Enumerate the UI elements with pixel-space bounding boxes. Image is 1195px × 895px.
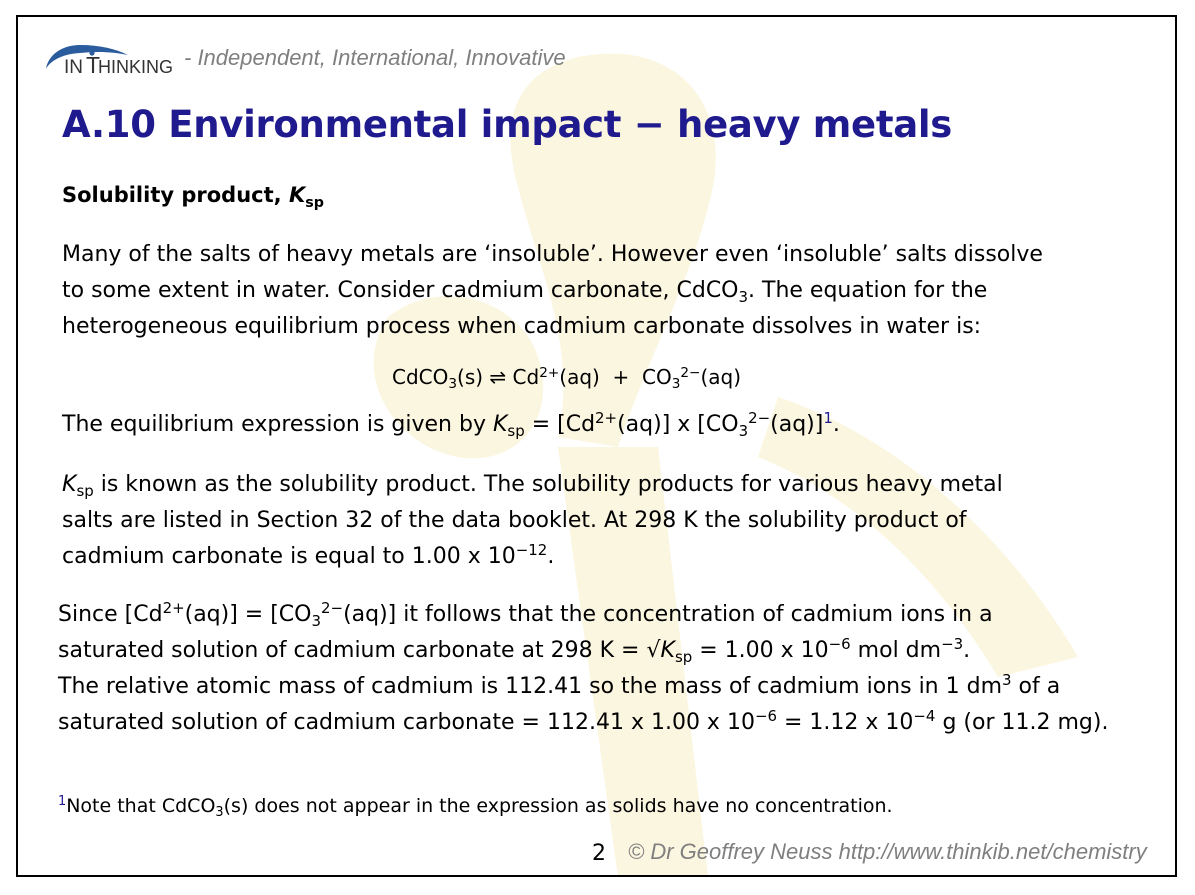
page-number: 2 (592, 841, 606, 866)
slide (16, 15, 1177, 877)
section-subheading: Solubility product, $K_{sp}$ (62, 183, 324, 211)
page-title: A.10 Environmental impact − heavy metals (62, 103, 952, 146)
ksp-paragraph: $K_{sp}$ is known as the solubility product. The solubility products for various heavy metal salts are listed in Section 32 of the data booklet. At 298 K the solubility product of cadmium carbonate is equal to 1.00 x $10^{-12}$. (62, 472, 1003, 569)
calculation-paragraph: Since $[Cd^{2+}(aq)] = [CO_3^{2-}(aq)]$ it follows that the concentration of cadmium ions in a saturated solution of cadmium carbonate at 298 $K = √K_{sp} = 1.00$ x $10^{-6}$ mol $dm^{-3}$. The relative atomic mass of cadmium is 112.41 so the mass of cadmium ions in 1 $dm^3$ of a saturated solution of cadmium carbonate = 112.41 x 1.00 x $10^{-6} = 1.12$ x $10^{-4}$ g (or 11.2 mg). (58, 598, 1109, 735)
footnote: $^1$Note that CdCO$_3$(s) does not appear in the expression as solids have no concentration. (58, 793, 893, 821)
watermark-graphic (18, 17, 1177, 877)
svg-text:IN: IN (64, 57, 83, 78)
equilibrium-expression: The equilibrium expression is given by $K_{sp} = [Cd^{2+}(aq)]$ x $[CO_3^{2-}(aq)]^1$. (62, 408, 840, 440)
tagline: - Independent, International, Innovative (184, 45, 566, 70)
footnote-ref: 1 (823, 408, 833, 427)
svg-text:T: T (86, 52, 101, 78)
svg-text:HINKING: HINKING (98, 57, 174, 77)
dissolution-equation: CdCO$_3$(s) ⇌ $Cd^{2+}(aq) + CO_3^{2-}(aq)$ (392, 364, 742, 393)
copyright-notice: © Dr Geoffrey Neuss http://www.thinkib.net/chemistry (628, 839, 1147, 864)
inthinking-logo (40, 39, 190, 83)
equilibrium-arrow: ⇌ (489, 365, 507, 389)
intro-paragraph: Many of the salts of heavy metals are ‘insoluble’. However even ‘insoluble’ salts dissolve to some extent in water. Consider cadmium carbonate, CdCO$_3$. The equation for the heterogeneous equilibrium process when cadmium carbonate dissolves in water is: (62, 242, 1043, 339)
